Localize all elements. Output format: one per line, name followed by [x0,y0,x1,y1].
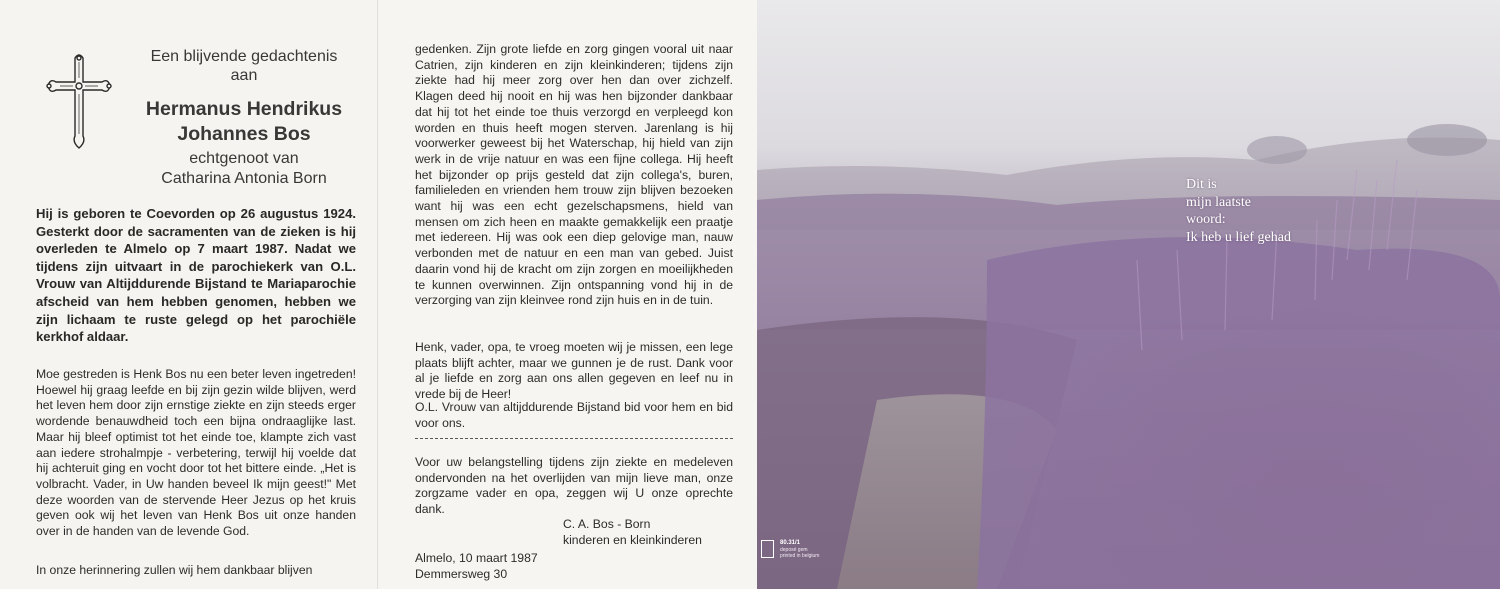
middle-paragraph-1: gedenken. Zijn grote liefde en zorg gingen vooral uit naar Catrien, zijn kinderen en zijn kleinkinderen; tijdens zijn ziekte had hij meer zorg over hen dan over zichzelf. Klagen deed hij nooit en hij was hen bijzonder dankbaar dat hij tot het einde toe thuis verzorgd en verpleegd kon worden en thuis heeft mogen sterven. Jarenlang is hij voorwerker geweest bij het Waterschap, hij hield van zijn werk in de vrije natuur en was een fijne collega. Hij heeft het bijzonder op prijs gesteld dat zijn collega's, buren, familieleden en vrienden hem trouw zijn blijven bezoeken want hij was een echt gezelschapsmens, hield van mensen om zich heen en maakte gemakkelijk een praatje met iedereen. Hij was ook een diep gelovige man, nauw verbonden met de natuur en een man van gebed. Juist daarin vond hij de kracht om zijn zorgen en moeilijkheden te kunnen overwinnen. Zijn ontspanning vond hij in de verzorging van zijn kleinvee rond zijn huis en in de tuin. [415,42,733,308]
publisher-logo [761,540,851,570]
verse-line-1: Dit is [1186,177,1217,192]
verse-line-2: mijn laatste [1186,194,1251,210]
heather-landscape-image [757,0,1500,589]
spouse-name: Catharina Antonia Born [161,170,327,187]
place-date-line: Almelo, 10 maart 1987 [415,551,538,565]
heather-photo-panel [757,0,1500,589]
publisher-code: 80.31/1 [780,540,801,546]
publisher-line-1: deposé gem [780,547,808,553]
deceased-name-line1: Hermanus Hendrikus [145,98,343,120]
memorial-header-aan: aan [230,67,258,84]
signature-name: C. A. Bos - Born [563,517,651,531]
verse-text [1186,176,1291,246]
left-closing-line: In onze herinnering zullen wij hem dankbaar blijven [36,563,313,577]
verse-line-3: woord: [1186,212,1226,227]
left-body-text: Moe gestreden is Henk Bos nu een beter leven ingetreden! Hoewel hij graag leefde en bij zijn gezin wilde blijven, werd het leven hem door zijn ernstige ziekte en zijn steeds erger wordende benauwdheid toch een bijna ondraaglijke last. Maar hij bleef optimist tot het einde toe, klampte zich vast aan iedere strohalmpje - verbetering, terwijl hij voelde dat hij achteruit ging en vocht door tot het bittere einde. „Het is volbracht. Vader, in Uw handen beveel Ik mijn geest!" Met deze woorden van de stervende Heer Jezus op het kruis geven ook wij het leven van Henk Bos uit onze handen over in de handen van de levende God. [36,367,356,539]
signature [563,517,702,548]
thanks-paragraph: Voor uw belangstelling tijdens zijn ziekte en medeleven ondervonden na het overlijden van mijn lieve man, onze zorgzame vader en opa, zeggen wij U onze oprechte dank. [415,455,733,517]
verse-line-4: Ik heb u lief gehad [1186,229,1291,245]
memorial-header: Een blijvende gedachtenis [150,48,338,65]
publisher-logo-icon [761,540,774,558]
middle-paragraph-2: Henk, vader, opa, te vroeg moeten wij je missen, een lege plaats blijft achter, maar we gunnen je de rust. Dank voor al je liefde en zorg aan ons allen gegeven en leef nu in vrede bij de Heer! [415,340,733,402]
deceased-name-line2: Johannes Bos [177,123,311,145]
publisher-line-2: printed in belgium [780,553,820,559]
dashed-divider [415,438,733,439]
spouse-label: echtgenoot van [189,150,299,167]
signature-family: kinderen en kleinkinderen [563,532,702,547]
address-line: Demmersweg 30 [415,566,508,581]
place-date [415,551,538,582]
middle-paragraph-prayer: O.L. Vrouw van altijddurende Bijstand bid voor hem en bid voor ons. [415,400,733,430]
cross-icon [46,52,112,150]
biography-bold: Hij is geboren te Coevorden op 26 augustus 1924. Gesterkt door de sacramenten van de zieken is hij overleden te Almelo op 7 maart 1987. Nadat we tijdens zijn uitvaart in de parochiekerk van O.L. Vrouw van Altijddurende Bijstand te Mariaparochie afscheid van hem hebben genomen, hebben we zijn lichaam te ruste gelegd op het parochiële kerkhof aldaar. [36,206,356,345]
card-left-panel [0,0,378,589]
